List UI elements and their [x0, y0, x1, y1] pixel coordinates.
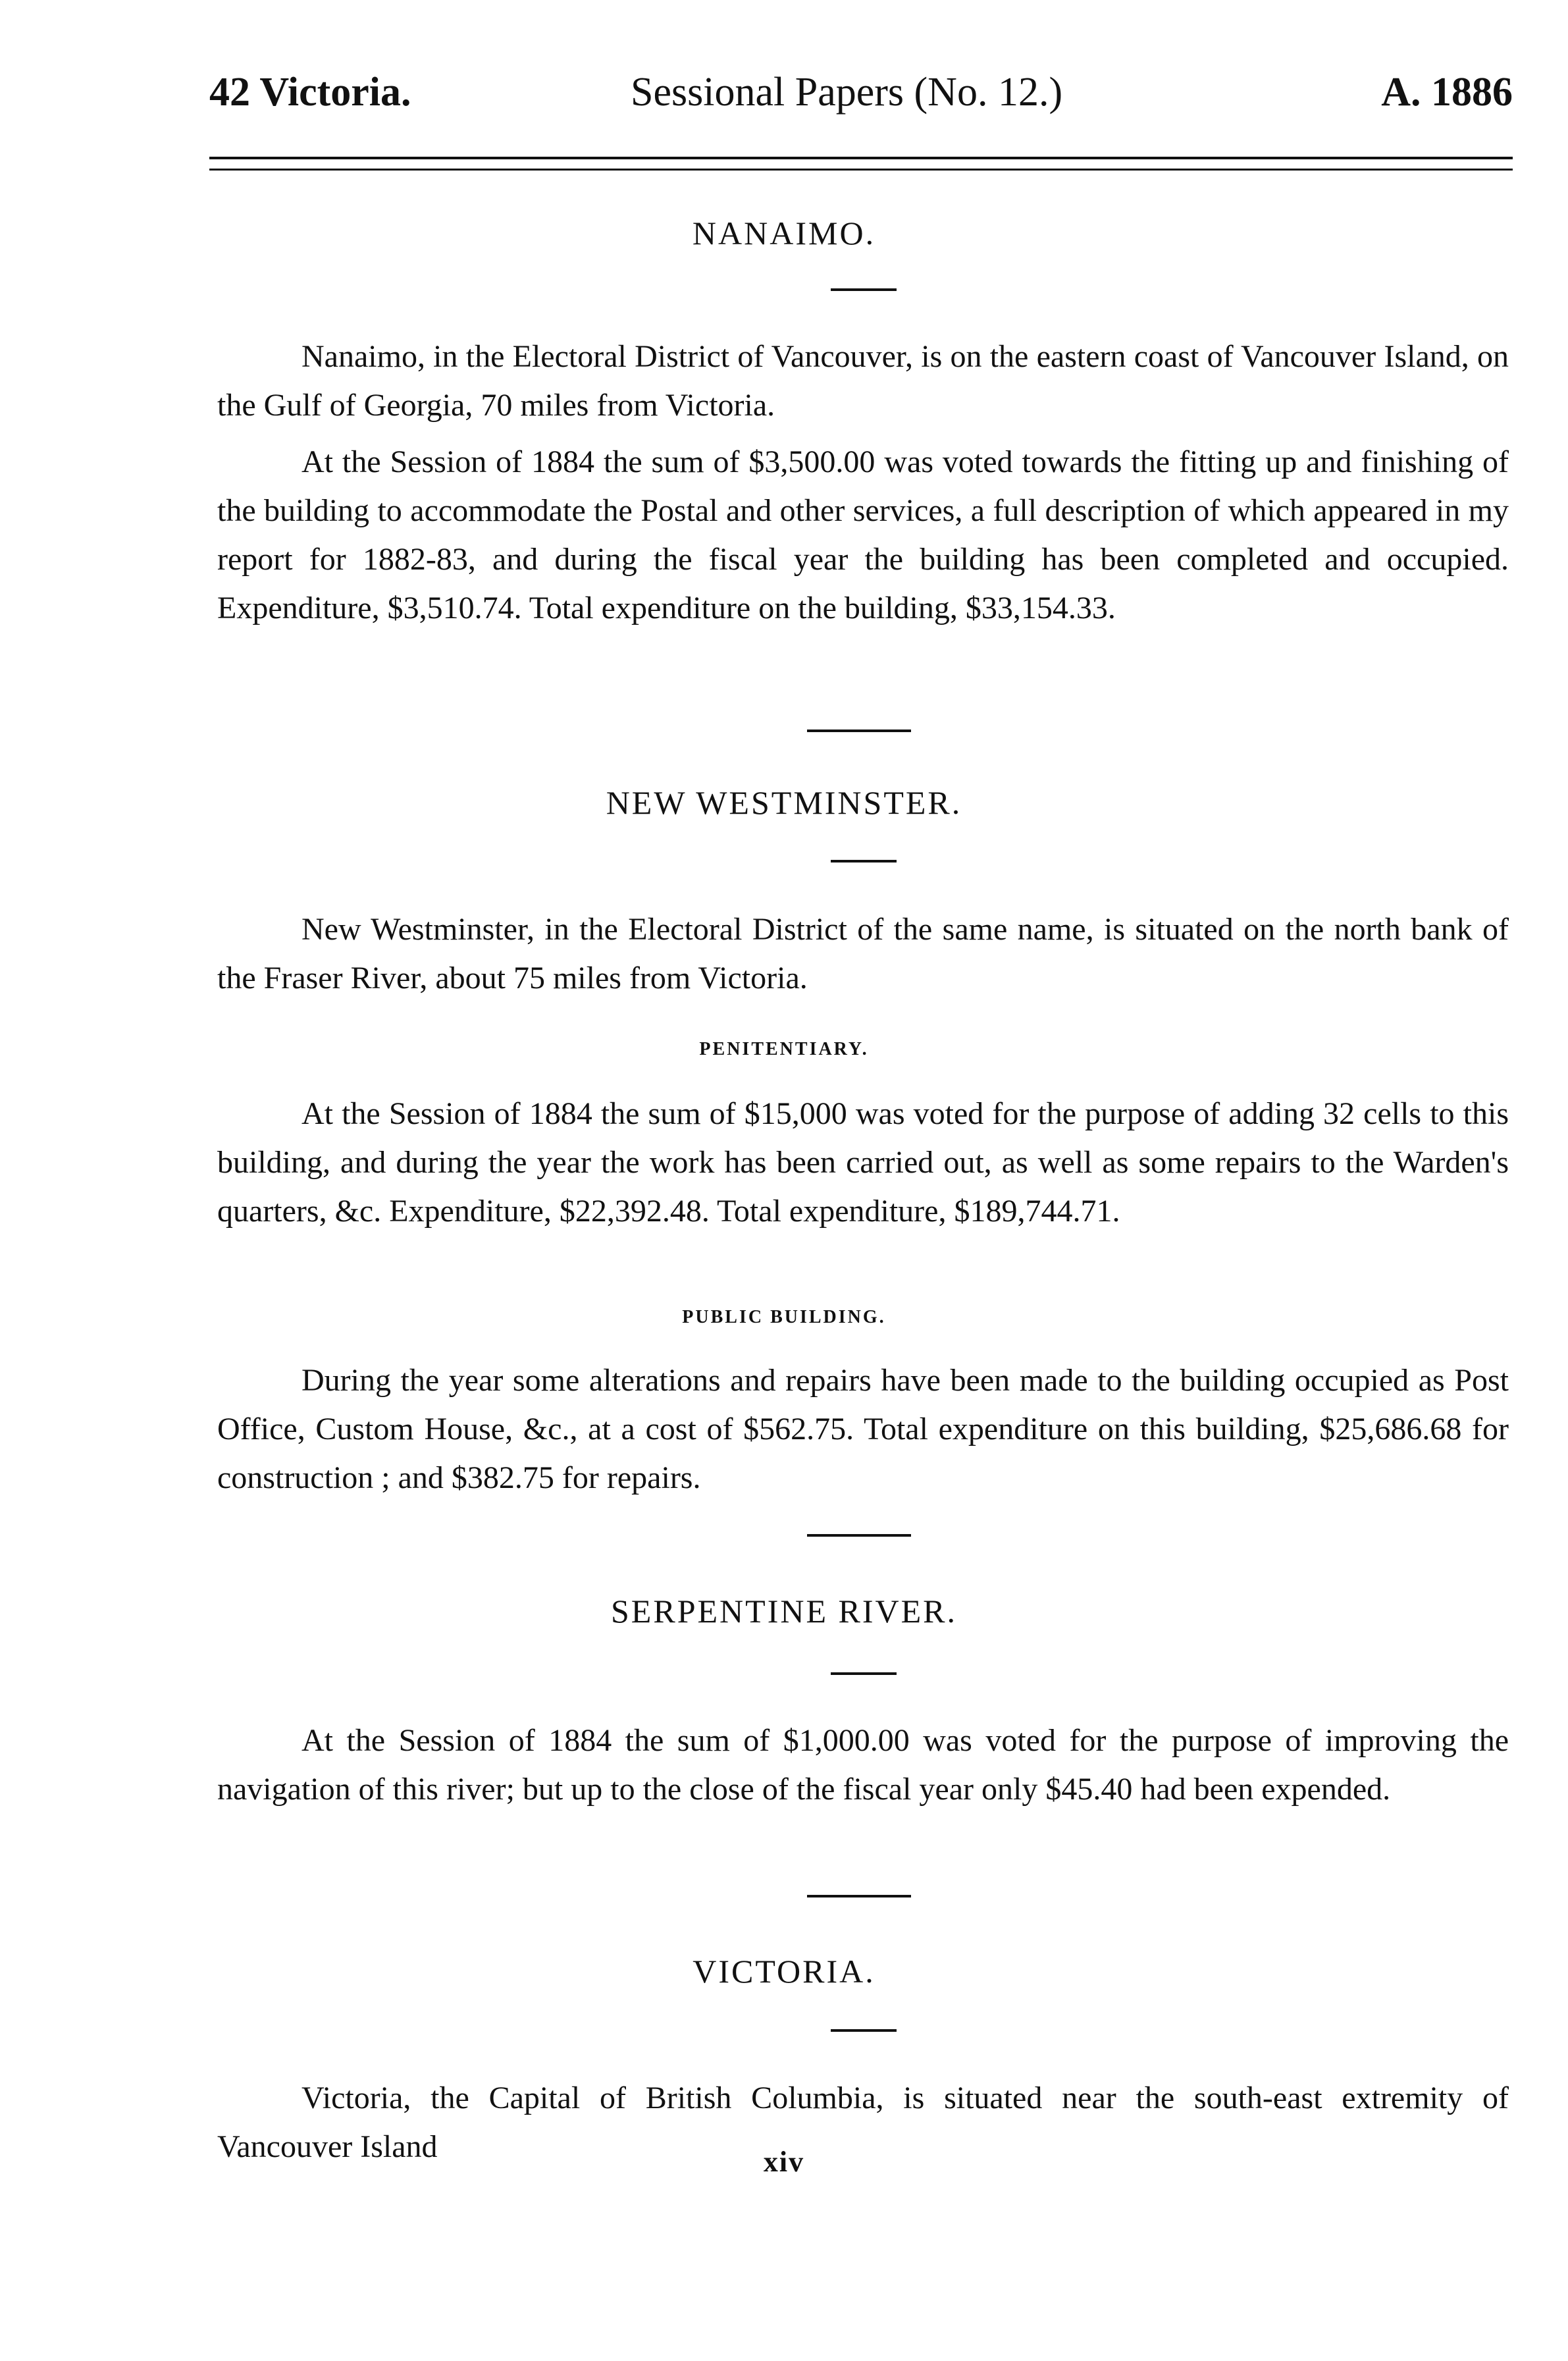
divider [831, 2029, 897, 2032]
header-rule [209, 157, 1513, 171]
divider [807, 730, 911, 732]
header-year: A. 1886 [1381, 70, 1513, 115]
paragraph-penitentiary: At the Session of 1884 the sum of $15,000 was voted for the purpose of adding 32 cells to this building, and during the year the work has been carried out, as well as some repairs to the Warden's quarters, &c. Expenditure, $22,392.48. Total expenditure, $189,744.71. [217, 1096, 1509, 1229]
divider [807, 1895, 911, 1897]
divider [807, 1534, 911, 1537]
paragraph-nanaimo-expenditure: At the Session of 1884 the sum of $3,500.00 was voted towards the fitting up and finishing of the building to accommodate the Postal and other services, a full description of which appeared in my report for 1882-83, and during the fiscal year the building has been completed and occupied. Expenditure, $3,510.74. Total expenditure on the building, $33,154.33. [217, 444, 1509, 625]
paragraph-victoria: Victoria, the Capital of British Columbia, is situated near the south-east extremity of Vancouver Island [217, 2081, 1509, 2164]
paragraph-serpentine-river: At the Session of 1884 the sum of $1,000.00 was voted for the purpose of improving the navigation of this river; but up to the close of the fiscal year only $45.40 had been expended. [217, 1723, 1509, 1807]
paragraph-nanaimo-location: Nanaimo, in the Electoral District of Vancouver, is on the eastern coast of Vancouver Island, on the Gulf of Georgia, 70 miles from Victoria. [217, 339, 1509, 423]
divider [831, 860, 897, 862]
paragraph-new-westminster-location: New Westminster, in the Electoral District of the same name, is situated on the north bank of the Fraser River, about 75 miles from Victoria. [217, 912, 1509, 995]
header-page-number: 42 Victoria. [209, 70, 411, 115]
section-title-victoria: VICTORIA. [693, 1953, 875, 1990]
section-title-serpentine-river: SERPENTINE RIVER. [611, 1593, 957, 1630]
subheading-penitentiary: PENITENTIARY. [699, 1039, 869, 1059]
paragraph-public-building: During the year some alterations and repairs have been made to the building occupied as Post Office, Custom House, &c., at a cost of $562.75. Total expenditure on this building, $25,686.68 for construction ; and $382.75 for repairs. [217, 1363, 1509, 1495]
running-header [209, 69, 1513, 128]
divider [831, 1672, 897, 1675]
page-folio: xiv [763, 2146, 805, 2178]
header-title: Sessional Papers (No. 12.) [631, 70, 1063, 115]
section-title-new-westminster: NEW WESTMINSTER. [606, 784, 962, 821]
subheading-public-building: PUBLIC BUILDING. [682, 1307, 886, 1327]
divider [831, 288, 897, 291]
section-title-nanaimo: NANAIMO. [692, 215, 876, 252]
